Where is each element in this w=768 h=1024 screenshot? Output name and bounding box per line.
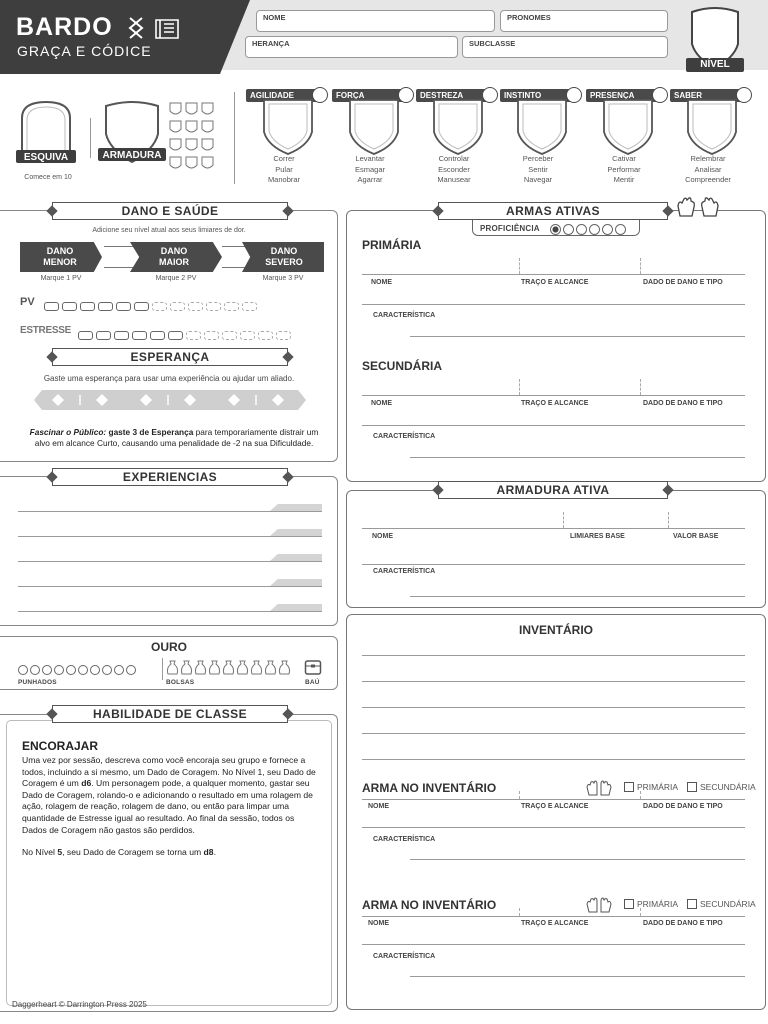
- stress-slots[interactable]: [78, 327, 294, 345]
- class-emblem-icon: [126, 14, 184, 42]
- attribute-verb: Sentir: [528, 164, 548, 174]
- attribute-verb: Cativar: [612, 154, 636, 163]
- attribute-name: FORÇA: [336, 91, 365, 100]
- armor-col-sep: [563, 512, 564, 528]
- secondary-option-label: SECUNDÁRIA: [700, 899, 756, 909]
- column-separator: [640, 258, 641, 274]
- attribute-verb: Mentir: [613, 175, 635, 184]
- gold-divider: [162, 658, 163, 680]
- attribute-verb: Performar: [607, 164, 641, 174]
- die-value: d6: [81, 778, 92, 789]
- experience-modifier-box[interactable]: [270, 579, 322, 586]
- inventory-line[interactable]: [362, 681, 745, 682]
- pronouns-field-label: PRONOMES: [507, 13, 551, 22]
- name-field[interactable]: [256, 10, 495, 32]
- attribute-shield-icon[interactable]: [514, 98, 570, 161]
- primary-weapon-name-label: NOME: [371, 279, 392, 286]
- column-separator: [640, 908, 641, 916]
- primary-weapon-feature-label: CARACTERÍSTICA: [373, 312, 436, 319]
- experience-modifier-box[interactable]: [270, 604, 322, 611]
- experiences-panel: [0, 476, 338, 626]
- level-value: 5: [57, 847, 63, 858]
- experience-line[interactable]: [18, 611, 322, 612]
- hope-feature: [22, 427, 326, 449]
- hope-feature-text: para temporariamente distrair um alvo em alcance Curto, causando uma penalidade de -2 na sua Dificuldade.: [34, 427, 319, 448]
- text-segment: No Nível: [22, 847, 58, 858]
- attribute-verb: Esmagar: [354, 164, 385, 174]
- text-segment: Uma vez por sessão, descreva como você encoraja seu grupo e fornece a todos, incluindo a si mesmo, um Dado de Coragem. No Nível 1, seu Dado de Coragem é um: [22, 755, 316, 789]
- attribute-verb: Perceber: [522, 154, 554, 163]
- inventory-panel: [346, 614, 766, 1010]
- handful-slots[interactable]: [18, 662, 138, 680]
- primary-weapon-heading: PRIMÁRIA: [362, 238, 422, 252]
- name-field-label: NOME: [263, 13, 286, 22]
- secondary-weapon-damage-label: DADO DE DANO E TIPO: [643, 400, 723, 407]
- attribute-shield-icon[interactable]: [600, 98, 656, 161]
- damage-title: DANO E SAÚDE: [52, 202, 288, 220]
- armor-feature-line[interactable]: [362, 564, 745, 565]
- secondary-weapon-name-line[interactable]: [362, 395, 745, 396]
- secondary-weapon-heading: SECUNDÁRIA: [362, 359, 443, 373]
- attribute-verb: Analisar: [694, 164, 722, 174]
- evasion-label: ESQUIVA: [23, 152, 69, 163]
- attribute-verb: Correr: [273, 154, 295, 163]
- experience-line[interactable]: [18, 561, 322, 562]
- attribute-verb: Pular: [275, 164, 293, 174]
- secondary-checkbox[interactable]: [687, 782, 697, 792]
- hope-note: Gaste uma esperança para usar uma experiência ou ajudar um aliado.: [43, 374, 295, 383]
- column-separator: [640, 791, 641, 799]
- primary-weapon-feature-line-2[interactable]: [410, 336, 745, 337]
- attribute-verb: Controlar: [438, 154, 470, 163]
- armor-slots[interactable]: [168, 100, 216, 174]
- secondary-option-label: SECUNDÁRIA: [700, 782, 756, 792]
- attribute-verbs: [666, 154, 750, 186]
- inventory-weapon-1-feature-label: CARACTERÍSTICA: [373, 836, 436, 843]
- inventory-weapon-1-feature-line-2[interactable]: [410, 859, 745, 860]
- inventory-weapon-2-heading: ARMA NO INVENTÁRIO: [362, 898, 497, 912]
- die-value: d8: [203, 847, 214, 858]
- attribute-name: SABER: [674, 91, 703, 100]
- attribute-verb: Manusear: [437, 175, 471, 184]
- column-separator: [640, 379, 641, 395]
- attribute-name: PRESENÇA: [590, 91, 635, 100]
- experience-modifier-box[interactable]: [270, 554, 322, 561]
- armor-panel: [346, 490, 766, 608]
- hands-icon: [676, 196, 720, 218]
- inventory-weapon-2-trait-label: TRAÇO E ALCANCE: [521, 920, 589, 927]
- inventory-weapon-2-feature-line-2[interactable]: [410, 976, 745, 977]
- attribute-verb: Manobrar: [267, 175, 301, 184]
- proficiency-slots[interactable]: [550, 222, 628, 240]
- threshold-bar: [20, 242, 324, 272]
- inventory-title: INVENTÁRIO: [518, 623, 593, 637]
- column-separator: [519, 908, 520, 916]
- attribute-name: INSTINTO: [504, 91, 542, 100]
- threshold-gap[interactable]: [222, 246, 248, 268]
- attribute-verb: Relembrar: [690, 154, 726, 163]
- inventory-weapon-2-name-line[interactable]: [362, 916, 745, 917]
- experience-line[interactable]: [18, 586, 322, 587]
- hp-label: PV: [20, 296, 35, 308]
- inventory-line[interactable]: [362, 707, 745, 708]
- primary-checkbox[interactable]: [624, 782, 634, 792]
- threshold-severe-label: DANO SEVERO: [265, 246, 303, 267]
- attribute-verb: Agarrar: [357, 175, 383, 184]
- subclass-field-label: SUBCLASSE: [469, 39, 516, 48]
- column-separator: [519, 791, 520, 799]
- armor-col-sep: [668, 512, 669, 528]
- secondary-checkbox[interactable]: [687, 899, 697, 909]
- divider: [234, 92, 235, 184]
- subclass-field[interactable]: [462, 36, 668, 58]
- column-separator: [519, 379, 520, 395]
- hope-title: ESPERANÇA: [52, 348, 288, 366]
- attribute-name: DESTREZA: [420, 91, 464, 100]
- armor-value-label: VALOR BASE: [673, 533, 719, 540]
- primary-weapon-name-line[interactable]: [362, 274, 745, 275]
- inventory-weapon-2-feature-line[interactable]: [362, 944, 745, 945]
- inventory-line[interactable]: [362, 759, 745, 760]
- stress-label: ESTRESSE: [20, 325, 71, 336]
- class-feature-text: [22, 755, 316, 859]
- damage-note: Adicione seu nível atual aos seus limiares de dor.: [92, 227, 246, 234]
- bag-label: BOLSAS: [166, 679, 195, 686]
- level-label: NÍVEL: [700, 59, 730, 70]
- primary-option-label: PRIMÁRIA: [637, 782, 679, 792]
- inventory-weapon-1-name-line[interactable]: [362, 799, 745, 800]
- class-feature-name: ENCORAJAR: [22, 739, 99, 753]
- inventory-weapon-1-name-label: NOME: [368, 803, 389, 810]
- primary-weapon-trait-label: TRAÇO E ALCANCE: [521, 279, 589, 286]
- threshold-severe-mark: Marque 3 PV: [262, 275, 304, 282]
- secondary-weapon-feature-line-2[interactable]: [410, 457, 745, 458]
- chest-icon[interactable]: [304, 658, 322, 676]
- text-segment: .: [213, 847, 216, 858]
- armor-title: ARMADURA ATIVA: [438, 481, 668, 499]
- attribute-verb: Esconder: [438, 164, 470, 174]
- weapons-title: ARMAS ATIVAS: [438, 202, 668, 220]
- experience-modifier-box[interactable]: [270, 504, 322, 511]
- secondary-weapon-trait-label: TRAÇO E ALCANCE: [521, 400, 589, 407]
- heritage-field-label: HERANÇA: [252, 39, 290, 48]
- armor-base-label: LIMIARES BASE: [570, 533, 625, 540]
- armor-name-label: NOME: [372, 533, 393, 540]
- experience-line[interactable]: [18, 536, 322, 537]
- attribute-shield-icon[interactable]: [430, 98, 486, 161]
- attribute-verb: Navegar: [523, 175, 553, 184]
- armor-name-line[interactable]: [362, 528, 745, 529]
- bag-slots[interactable]: [166, 658, 298, 676]
- attribute-shield-icon[interactable]: [684, 98, 740, 161]
- attribute-verb: Levantar: [355, 154, 385, 163]
- secondary-weapon-feature-line[interactable]: [362, 425, 745, 426]
- inventory-weapon-1-feature-line[interactable]: [362, 827, 745, 828]
- primary-checkbox[interactable]: [624, 899, 634, 909]
- chest-label: BAÚ: [305, 679, 320, 686]
- footer-credit: Daggerheart © Darrington Press 2025: [12, 1000, 147, 1009]
- inventory-weapon-2-name-label: NOME: [368, 920, 389, 927]
- attribute-shield-icon[interactable]: [346, 98, 402, 161]
- inventory-line[interactable]: [362, 733, 745, 734]
- pronouns-field[interactable]: [500, 10, 668, 32]
- hope-tracker[interactable]: [34, 390, 306, 410]
- inventory-line[interactable]: [362, 655, 745, 656]
- threshold-minor-label: DANO MENOR: [43, 246, 77, 267]
- experience-line[interactable]: [18, 511, 322, 512]
- attribute-name: AGILIDADE: [250, 91, 294, 100]
- primary-option-label: PRIMÁRIA: [637, 899, 679, 909]
- inventory-weapon-1-damage-label: DADO DE DANO E TIPO: [643, 803, 723, 810]
- attribute-verbs: [582, 154, 666, 186]
- hope-feature-cost: gaste 3 de Esperança: [108, 427, 194, 437]
- inventory-weapon-2-damage-label: DADO DE DANO E TIPO: [643, 920, 723, 927]
- text-segment: , seu Dado de Coragem se torna um: [62, 847, 204, 858]
- inventory-weapon-1-heading: ARMA NO INVENTÁRIO: [362, 781, 497, 795]
- primary-weapon-feature-line[interactable]: [362, 304, 745, 305]
- hands-icon: [586, 780, 612, 796]
- primary-weapon-damage-label: DADO DE DANO E TIPO: [643, 279, 723, 286]
- evasion-note: Comece em 10: [24, 174, 72, 181]
- class-name: BARDO: [16, 13, 113, 41]
- handful-label: PUNHADOS: [18, 679, 57, 686]
- gold-title: OURO: [151, 640, 187, 654]
- inventory-weapon-2-feature-label: CARACTERÍSTICA: [373, 953, 436, 960]
- experiences-title: EXPERIENCIAS: [52, 468, 288, 486]
- heritage-field[interactable]: [245, 36, 458, 58]
- armor-label: ARMADURA: [102, 150, 162, 161]
- attribute-verbs: [412, 154, 496, 186]
- secondary-weapon-name-label: NOME: [371, 400, 392, 407]
- attribute-verbs: [242, 154, 326, 186]
- armor-feature-line-2[interactable]: [410, 596, 745, 597]
- secondary-weapon-feature-label: CARACTERÍSTICA: [373, 433, 436, 440]
- threshold-major-label: DANO MAIOR: [159, 246, 189, 267]
- armor-feature-label: CARACTERÍSTICA: [373, 568, 436, 575]
- hope-feature-name: Fascinar o Público:: [29, 427, 107, 437]
- inventory-weapon-1-trait-label: TRAÇO E ALCANCE: [521, 803, 589, 810]
- experience-modifier-box[interactable]: [270, 529, 322, 536]
- subclass-title: GRAÇA E CÓDICE: [17, 43, 152, 59]
- divider: [90, 118, 91, 158]
- proficiency-label: PROFICIÊNCIA: [480, 224, 540, 233]
- threshold-minor-mark: Marque 1 PV: [40, 275, 82, 282]
- hands-icon: [586, 897, 612, 913]
- threshold-major-mark: Marque 2 PV: [155, 275, 197, 282]
- attribute-verb: Compreender: [685, 175, 731, 184]
- class-feature-title: HABILIDADE DE CLASSE: [52, 705, 288, 723]
- column-separator: [519, 258, 520, 274]
- attribute-verbs: [328, 154, 412, 186]
- attribute-shield-icon[interactable]: [260, 98, 316, 161]
- text-segment: . Um personagem pode, a qualquer momento, gastar seu Dado de Coragem, rolando-o e adicionando o resultado em uma rolagem de ação, rolagem de reação, rolagem de dano, ou então para limpar uma quantidade de Estresse igual ao resultado. Ao final da sessão, todos os Dados de Coragem não gastos são perdidos.: [22, 778, 313, 835]
- hp-slots[interactable]: [44, 298, 260, 316]
- attribute-verbs: [496, 154, 580, 186]
